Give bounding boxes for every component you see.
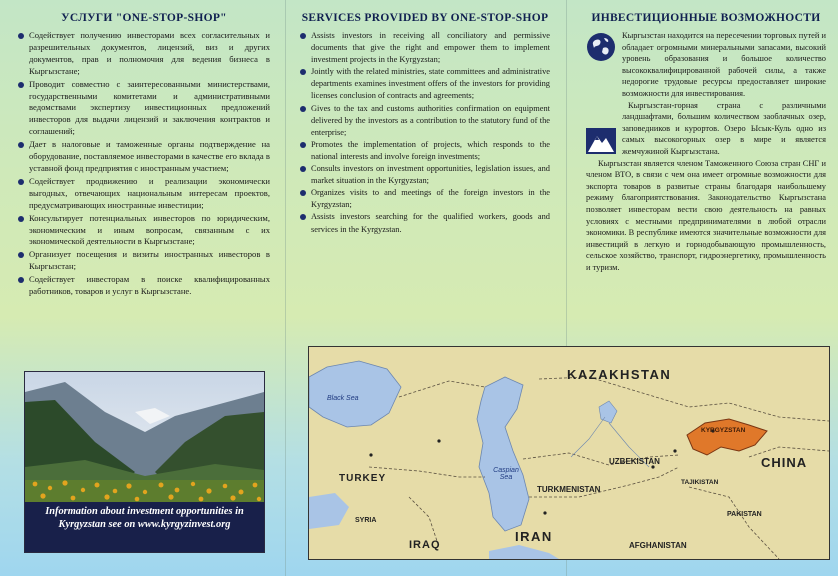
map-label-uzbekistan: UZBEKISTAN xyxy=(609,457,660,466)
section-title-investment: ИНВЕСТИЦИОННЫЕ ВОЗМОЖНОСТИ xyxy=(591,12,821,24)
map-label-syria: SYRIA xyxy=(355,517,377,524)
bullet-icon xyxy=(300,190,306,196)
map-label-turkmenistan: TURKMENISTAN xyxy=(537,485,601,494)
map-label-china: CHINA xyxy=(761,455,808,470)
map-label-iraq: IRAQ xyxy=(409,539,441,551)
column-services-en xyxy=(300,0,550,236)
services-list-en xyxy=(300,30,550,236)
map-label-afghanistan: AFGHANISTAN xyxy=(629,541,687,550)
bullet-icon xyxy=(300,106,306,112)
bullet-icon xyxy=(300,166,306,172)
map-label-black-sea: Black Sea xyxy=(327,395,359,402)
list-item: Консультирует потенциальных инвесторов по юридическим, экономическим и иным вопросам, связанным с их экономической деятельности в Кыргызстане; xyxy=(18,213,270,249)
bullet-icon xyxy=(18,216,24,222)
list-item: Gives to the tax and customs authorities confirmation on equipment delivered by the investors as a contribution to the statutory fund of the enterprise; xyxy=(300,103,550,139)
map-label-kyrgyzstan: KYRGYZSTAN xyxy=(701,427,746,434)
list-item: Assists investors searching for the qualified workers, goods and services in the Kyrgyzstan. xyxy=(300,211,550,235)
list-item: Содействует инвесторам в поиске квалифицированных работников, товаров и услуг в Кыргызстане. xyxy=(18,274,270,298)
map-label-caspian-sea: Caspian Sea xyxy=(493,467,519,481)
bullet-icon xyxy=(18,277,24,283)
bullet-icon xyxy=(300,142,306,148)
list-item: Consults investors on investment opportunities, legislation issues, and market situation in the Kyrgyzstan; xyxy=(300,163,550,187)
list-item: Jointly with the related ministries, state committees and administrative departments examines investment offers of the investors for providing licenses conclusion of contracts and agreements; xyxy=(300,66,550,102)
list-item: Организует посещения и визиты иностранных инвесторов в Кыргызстан; xyxy=(18,249,270,273)
services-list-ru xyxy=(18,30,270,298)
bullet-icon xyxy=(300,214,306,220)
bullet-icon xyxy=(18,252,24,258)
globe-icon xyxy=(586,32,616,67)
bullet-icon xyxy=(18,179,24,185)
investment-text xyxy=(586,30,826,273)
list-item: Проводит совместно с заинтересованными министерствами, государственными комитетами и административными ведомствами экспертизу инвестиционных предложений инвесторов для выдачи лицензий и заключения контрактов и соглашений; xyxy=(18,79,270,139)
website-caption: Information about investment opportunities in Kyrgyzstan see on www.kyrgyzinvest.org xyxy=(25,502,264,552)
list-item: Promotes the implementation of projects, which responds to the national interests and involve foreign investments; xyxy=(300,139,550,163)
bullet-icon xyxy=(300,69,306,75)
paragraph-trade: Кыргызстан является членом Таможенного Союза стран СНГ и членом ВТО, в связи с чем она имеет огромные возможности для экспорта товаров в развитые страны благодаря наибольшему режиму благоприятствования. Законодательство Кыргызстана позволяет инвесторам вести свою деятельность на равных условиях с местными предпринимателями в любой отрасли экономики. В республике имеются значительные возможности для инвестиций в легкую и горнодобывающую промышленность, сельское хозяйство, транспорт, гидроэнергетику, промышленность и туризм. xyxy=(586,158,826,272)
column-investment-opportunities xyxy=(586,0,826,273)
bullet-icon xyxy=(18,142,24,148)
list-item: Assists investors in receiving all conciliatory and permissive documents that give the right and empower them to implement investment projects in the Kyrgyzstan; xyxy=(300,30,550,66)
paragraph-location: Кыргызстан находится на пересечении торговых путей и обладает огромными минеральными запасами, высокий уровень образования и большое количество высококвалифицированной рабочей силы, а также недорогие трудовые ресурсы предоставляет широкие возможности для инвестирования. xyxy=(622,31,826,98)
fold-line-1 xyxy=(285,0,286,576)
map-label-pakistan: PAKISTAN xyxy=(727,511,762,518)
bullet-icon xyxy=(18,33,24,39)
map-label-kazakhstan: KAZAKHSTAN xyxy=(567,367,672,382)
section-title-services-ru: УСЛУГИ "ONE-STOP-SHOP" xyxy=(61,12,227,24)
bullet-icon xyxy=(300,33,306,39)
list-item: Organizes visits to and meetings of the foreign investors in the Kyrgyzstan; xyxy=(300,187,550,211)
map-label-iran: IRAN xyxy=(515,529,553,544)
region-map xyxy=(308,346,830,560)
section-title-services-en: SERVICES PROVIDED BY ONE-STOP-SHOP xyxy=(301,12,549,24)
list-item: Дает в налоговые и таможенные органы подтверждение на оборудование, поставляемое инвесторами в качестве его вклада в уставной фонд предприятия с иностранным участием; xyxy=(18,139,270,175)
paragraph-landscape: Кыргызстан-горная страна с различными ландшафтами, большим количеством заоблачных озер, заповедников и курортов. Озеро Ысык-Куль одно из самых высокогорных озер в мире и является жемчужиной Кыргызстана. xyxy=(622,100,826,156)
map-label-turkey: TURKEY xyxy=(339,473,387,484)
map-label-tajikistan: TAJIKISTAN xyxy=(681,479,719,486)
column-services-ru xyxy=(18,0,270,299)
list-item: Содействует продвижению и реализации экономически выгодных, отвечающих национальным интересам проектов, предусматривающих иностранные инвестиции; xyxy=(18,176,270,212)
mountain-photo xyxy=(24,371,265,553)
bullet-icon xyxy=(18,82,24,88)
mountain-icon xyxy=(586,128,616,159)
list-item: Содействует получению инвесторами всех согласительных и разрешительных документов, лицензий, виз и других документов, прав и полномочия для ведения бизнеса в Кыргызстане; xyxy=(18,30,270,78)
